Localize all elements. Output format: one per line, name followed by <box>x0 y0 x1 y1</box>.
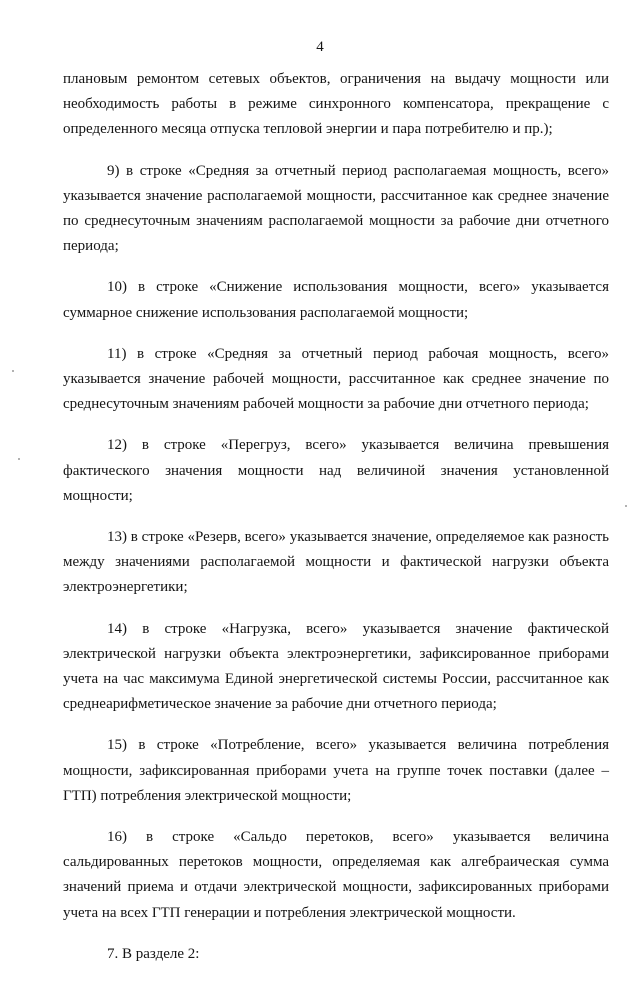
scan-artifact <box>12 370 14 372</box>
paragraph-item-13: 13) в строке «Резерв, всего» указывается значение, определяемое как разность между значениями располагаемой мощности и фактической нагрузки объекта электроэнергетики; <box>63 529 609 596</box>
paragraph-item-16: 16) в строке «Сальдо перетоков, всего» указывается величина сальдированных перетоков мощности, определяемая как алгебраическая сумма значений приема и отдачи электрической мощности, зафиксированных приборами учета на всех ГТП генерации и потребления электрической мощности. <box>63 829 609 921</box>
document-body <box>63 67 609 983</box>
paragraph-item-15: 15) в строке «Потребление, всего» указывается величина потребления мощности, зафиксированная приборами учета на группе точек поставки (далее – ГТП) потребления электрической мощности; <box>63 737 609 804</box>
paragraph-item-10: 10) в строке «Снижение использования мощности, всего» указывается суммарное снижение использования располагаемой мощности; <box>63 279 609 321</box>
paragraph-item-14: 14) в строке «Нагрузка, всего» указывается значение фактической электрической нагрузки объекта электроэнергетики, зафиксированное приборами учета на час максимума Единой энергетической системы России, рассчитанное как среднеарифметическое значение за рабочие дни отчетного периода; <box>63 620 609 713</box>
paragraph-item-11: 11) в строке «Средняя за отчетный период рабочая мощность, всего» указывается значение рабочей мощности, рассчитанное как среднее значение по среднесуточным значениям рабочей мощности за рабочие дни отчетного периода; <box>63 345 609 413</box>
section-heading-7: 7. В разделе 2: <box>107 945 200 962</box>
paragraph-continuation: плановым ремонтом сетевых объектов, ограничения на выдачу мощности или необходимость работы в режиме синхронного компенсатора, прекращение с определенного месяца отпуска тепловой энергии и пара потребителю и пр.); <box>63 71 609 138</box>
paragraph-item-9: 9) в строке «Средняя за отчетный период располагаемая мощность, всего» указывается значение располагаемой мощности, рассчитанное как среднее значение по среднесуточным значениям располагаемой мощности за рабочие дни отчетного периода; <box>63 162 609 255</box>
scan-artifact <box>18 458 20 460</box>
scan-artifact <box>625 505 627 507</box>
page-number: 4 <box>316 39 324 55</box>
paragraph-item-12: 12) в строке «Перегруз, всего» указывается величина превышения фактического значения мощности над величиной значения установленной мощности; <box>63 437 609 504</box>
